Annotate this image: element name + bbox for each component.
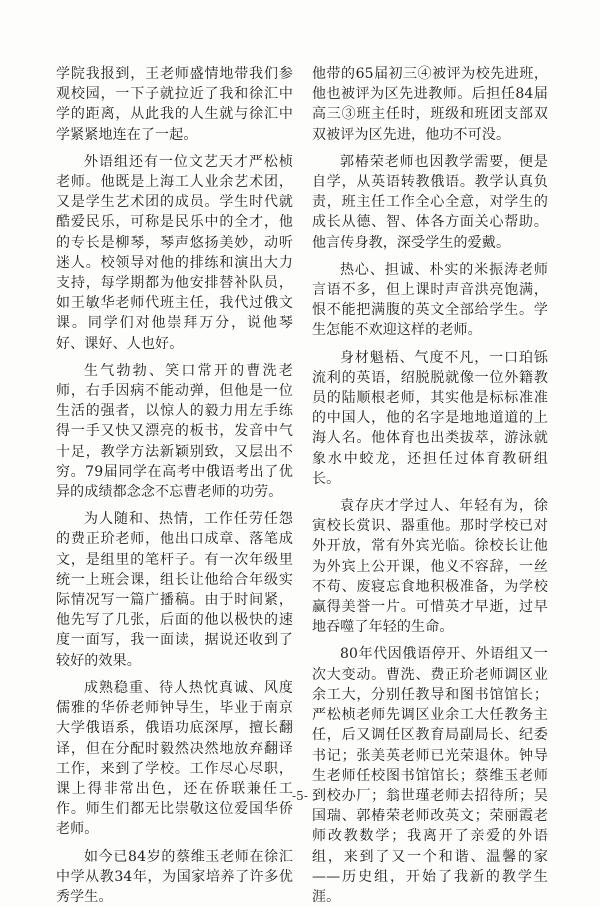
right-text-column	[312, 64, 548, 907]
paragraph: 80年代因俄语停开、外语组又一次大变动。曹洗、费正玠老师调区业余工大，分别任教导和图书馆馆长；严松桢老师先调区业余工大任教务主任，后又调任区教育局副局长、纪委书记；张美英老师已光荣退休。钟导生老师任校图书馆馆长；蔡维玉老师到校办厂；翁世瑾老师去招待所；吴国瑞、郭椿荣老师改英文；荣丽霞老师改教数学；我离开了亲爱的外语组，来到了又一个和谐、温馨的家——历史组，开始了我新的教学生涯。	[312, 646, 548, 905]
paragraph: 生气勃勃、笑口常开的曹洗老师，右手因病不能动弹，但他是一位生活的强者，以惊人的毅力用左手练得一手又快又漂亮的板书，发音中气十足，教学方法新颖别致，又层出不穷。79届同学在高考中俄语考出了优异的成绩都念念不忘曹老师的功劳。	[56, 362, 293, 501]
page-number: -5-	[292, 789, 308, 803]
left-text-column	[56, 64, 293, 907]
paragraph: 外语组还有一位文艺天才严松桢老师。他既是上海工人业余艺术团，又是学生艺术团的成员。学生时代就酷爱民乐，可称是民乐中的全才，他的专长是柳琴，琴声悠扬美妙，动听迷人。校领导对他的排练和演出大力支持，每学期都为他安排替补队员，如王敏华老师代班主任，我代过俄文课。同学们对他崇拜万分，说他琴好、课好、人也好。	[56, 153, 293, 352]
paragraph: 热心、担诚、朴实的米振涛老师言语不多，但上课时声音洪亮饱满，恨不能把满腹的英文全部给学生。学生怎能不欢迎这样的老师。	[312, 261, 548, 339]
paragraph: 身材魁梧、气度不凡，一口珀铄流利的英语，绍脱脱就像一位外籍教员的陆顺根老师，其实他是标标准准的中国人，他的名字是地地道道的上海人名。他体育也出类拔萃，游泳就象水中蛟龙，还担任过体育教研组长。	[312, 349, 548, 487]
paragraph: 郭椿荣老师也因教学需要，便是自学，从英语转教俄语。教学认真负责，班主任工作全心全意，对学生的成长从德、智、体各方面关心帮助。他言传身教，深受学生的爱戴。	[312, 153, 548, 251]
continued-paragraph: 学院我报到，王老师盛情地带我们参观校园，一下子就拉近了我和徐汇中学的距离，从此我的人生就与徐汇中学紧紧地连在了一起。	[56, 66, 293, 143]
paragraph: 如今已84岁的蔡维玉老师在徐汇中学从教34年，为国家培养了许多优秀学生。	[56, 848, 293, 905]
continued-paragraph: 他带的65届初三④被评为校先进班，他也被评为区先进教师。后担任84届高三③班主任时，班级和班团支部双双被评为区先进，他功不可没。	[312, 66, 548, 143]
paragraph: 成熟稳重、待人热忱真诚、风度儒雅的华侨老师钟导生，毕业于南京大学俄语系，俄语功底深厚，擅长翻译，但在分配时毅然决然地放弃翻译工作，来到了学校。工作尽心尽职，课上得非常出色，还在侨联兼任工作。师生们都无比崇敬这位爱国华侨老师。	[56, 679, 293, 838]
paragraph: 为人随和、热情，工作任劳任怨的费正玠老师，他出口成章、落笔成文，是组里的笔杆子。有一次年级里统一上班会课，组长让他给合年级实际情况写一篇广播稿。由于时间紧，他先写了几张，后面的他以极快的速度一面写，我一面读，据说还收到了较好的效果。	[56, 511, 293, 669]
paragraph: 袁存庆才学过人、年轻有为，徐寅校长赏识、器重他。那时学校已对外开放，常有外宾光临。徐校长让他为外宾上公开课，他义不容辞，一丝不苟、废寝忘食地积极准备，为学校赢得美誉一片。可惜英才早逝，过早地吞噬了年轻的生命。	[312, 498, 548, 636]
